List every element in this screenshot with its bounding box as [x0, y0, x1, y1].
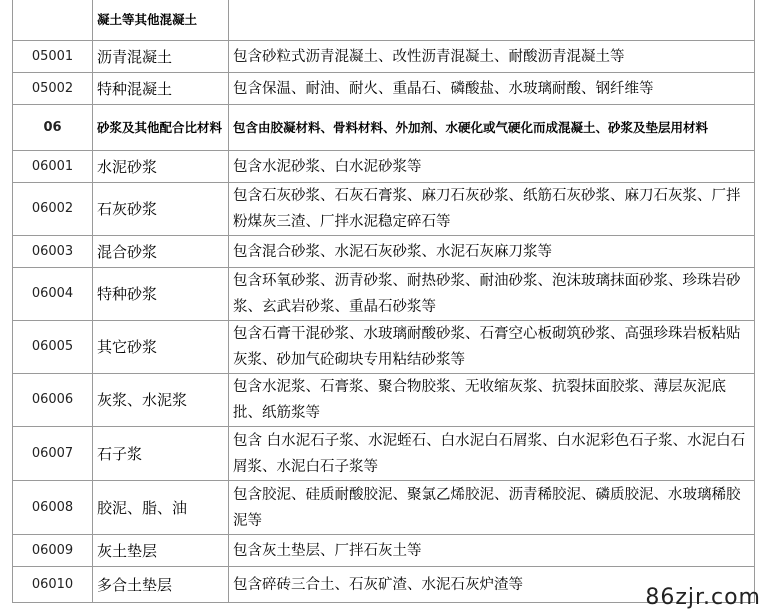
row-code: 06008: [13, 481, 93, 535]
header-desc: [229, 0, 755, 41]
header-code: [13, 0, 93, 41]
table-row: [13, 151, 755, 183]
row-name: 胶泥、脂、油: [93, 481, 229, 535]
row-desc: 包含混合砂浆、水泥石灰砂浆、水泥石灰麻刀浆等: [229, 236, 755, 268]
row-code: 06003: [13, 236, 93, 268]
row-desc: 包含由胶凝材料、骨料材料、外加剂、水硬化或气硬化而成混凝土、砂浆及垫层用材料: [229, 105, 755, 151]
row-code: 06004: [13, 268, 93, 321]
watermark: 86zjr.com: [645, 585, 761, 610]
row-desc: 包含砂粒式沥青混凝土、改性沥青混凝土、耐酸沥青混凝土等: [229, 41, 755, 73]
table-row: [13, 374, 755, 427]
row-code: 05002: [13, 73, 93, 105]
row-desc: 包含水泥砂浆、白水泥砂浆等: [229, 151, 755, 183]
row-desc: 包含石灰砂浆、石灰石膏浆、麻刀石灰砂浆、纸筋石灰砂浆、麻刀石灰浆、厂拌粉煤灰三渣、厂拌水泥稳定碎石等: [229, 183, 755, 236]
row-code: 06006: [13, 374, 93, 427]
row-code: 06005: [13, 321, 93, 374]
row-name: 石灰砂浆: [93, 183, 229, 236]
table-row: [13, 481, 755, 535]
row-name: 特种混凝土: [93, 73, 229, 105]
row-code: 06001: [13, 151, 93, 183]
row-desc: 包含 白水泥石子浆、水泥蛭石、白水泥白石屑浆、白水泥彩色石子浆、水泥白石屑浆、水泥白石子浆等: [229, 427, 755, 481]
materials-table: [12, 0, 755, 603]
row-desc: 包含灰土垫层、厂拌石灰土等: [229, 535, 755, 567]
table-row: [13, 268, 755, 321]
table-row: [13, 183, 755, 236]
row-name: 灰土垫层: [93, 535, 229, 567]
row-code: 06009: [13, 535, 93, 567]
row-code: 06007: [13, 427, 93, 481]
row-name: 砂浆及其他配合比材料: [93, 105, 229, 151]
row-name: 沥青混凝土: [93, 41, 229, 73]
row-code: 05001: [13, 41, 93, 73]
row-name: 其它砂浆: [93, 321, 229, 374]
table-row: [13, 427, 755, 481]
table-row: [13, 535, 755, 567]
row-desc: 包含环氧砂浆、沥青砂浆、耐热砂浆、耐油砂浆、泡沫玻璃抹面砂浆、珍珠岩砂浆、玄武岩砂浆、重晶石砂浆等: [229, 268, 755, 321]
row-desc: 包含石膏干混砂浆、水玻璃耐酸砂浆、石膏空心板砌筑砂浆、高强珍珠岩板粘贴灰浆、砂加气砼砌块专用粘结砂浆等: [229, 321, 755, 374]
row-code: 06002: [13, 183, 93, 236]
row-name: 灰浆、水泥浆: [93, 374, 229, 427]
table-row: [13, 41, 755, 73]
table-row: [13, 321, 755, 374]
row-name: 多合土垫层: [93, 567, 229, 603]
table-row: [13, 73, 755, 105]
row-name: 混合砂浆: [93, 236, 229, 268]
row-desc: 包含水泥浆、石膏浆、聚合物胶浆、无收缩灰浆、抗裂抹面胶浆、薄层灰泥底批、纸筋浆等: [229, 374, 755, 427]
row-code: 06: [13, 105, 93, 151]
row-desc: 包含胶泥、硅质耐酸胶泥、聚氯乙烯胶泥、沥青稀胶泥、磷质胶泥、水玻璃稀胶泥等: [229, 481, 755, 535]
row-desc: 包含碎砖三合土、石灰矿渣、水泥石灰炉渣等: [229, 567, 755, 603]
table-row: [13, 236, 755, 268]
row-code: 06010: [13, 567, 93, 603]
row-name: 水泥砂浆: [93, 151, 229, 183]
table-row: [13, 105, 755, 151]
table-row: [13, 567, 755, 603]
row-name: 石子浆: [93, 427, 229, 481]
row-name: 特种砂浆: [93, 268, 229, 321]
row-desc: 包含保温、耐油、耐火、重晶石、磷酸盐、水玻璃耐酸、钢纤维等: [229, 73, 755, 105]
header-row: [13, 0, 755, 41]
header-name: 凝土等其他混凝土: [93, 0, 229, 41]
